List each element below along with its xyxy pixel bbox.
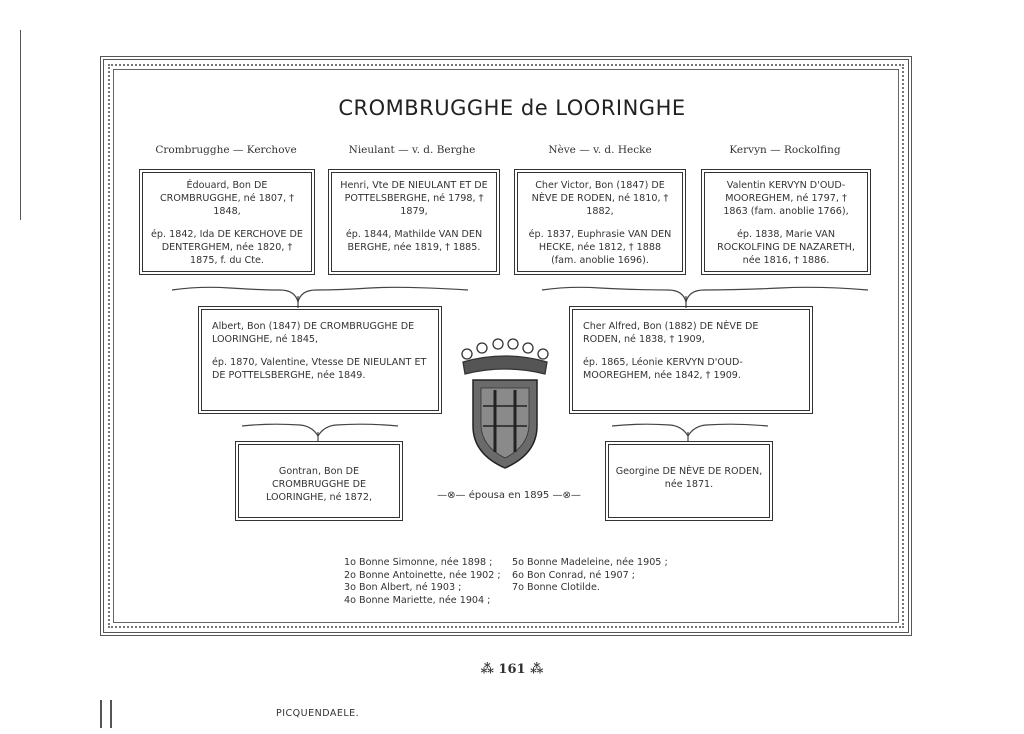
grandparents-box-1-para1: Édouard, Bon DE CROMBRUGGHE, né 1807, † 1848, [159,180,295,217]
child-1: 1o Bonne Simonne, née 1898 ; [344,557,493,568]
parents-right-para1: Cher Alfred, Bon (1882) DE NÈVE DE RODEN, né 1838, † 1909, [583,321,759,345]
grandparents-box-3-para2: ép. 1837, Euphrasie VAN DEN HECKE, née 1812, † 1888 (fam. anoblie 1696). [528,229,672,266]
grandparents-box-3-para1: Cher Victor, Bon (1847) DE NÈVE DE RODEN, né 1810, † 1882, [531,180,669,217]
child-2: 2o Bonne Antoinette, née 1902 ; [344,569,501,581]
grandparents-header-1: Crombrugghe — Kerchove [155,144,297,156]
parents-left-para1: Albert, Bon (1847) DE CROMBRUGGHE DE LOORINGHE, né 1845, [212,321,415,345]
wife-text: Georgine DE NÈVE DE RODEN, née 1871. [615,466,763,490]
left-ornament-icon: —⊗— [437,490,466,501]
grandparents-box-4-para1: Valentin KERVYN D'OUD-MOOREGHEM, né 1797, † 1863 (fam. anoblie 1766), [723,180,849,217]
children-list-right [512,557,668,595]
right-ornament-icon: —⊗— [552,490,581,501]
children-list-left [344,557,501,607]
grandparents-box-4-para2: ép. 1838, Marie VAN ROCKOLFING DE NAZARETH, née 1816, † 1886. [717,229,855,266]
married-label [434,490,584,501]
margin-ornament [100,700,112,728]
grandparents-header-3: Nève — v. d. Hecke [548,144,652,156]
brace-right-grandparents [540,282,870,308]
footer-text: PICQUENDAELE. [276,708,360,719]
grandparents-header-4: Kervyn — Rockolfing [729,144,841,156]
parents-left-para2: ép. 1870, Valentine, Vtesse DE NIEULANT ET DE POTTELSBERGHE, née 1849. [212,357,427,381]
child-5: 5o Bonne Madeleine, née 1905 ; [512,557,668,568]
grandparents-box-2-para2: ép. 1844, Mathilde VAN DEN BERGHE, née 1819, † 1885. [345,229,483,253]
grandparents-header-2: Nieulant — v. d. Berghe [348,144,476,156]
husband-box [238,444,400,518]
child-6: 6o Bon Conrad, né 1907 ; [512,569,635,581]
parents-box-right [572,309,810,411]
brace-left-parents [240,420,400,442]
coat-of-arms-icon [455,336,555,471]
page-number-left-ornament: ⁂ [480,662,499,677]
parents-box-left [201,309,439,411]
grandparents-box-2 [331,172,497,272]
grandparents-box-2-para1: Henri, Vte DE NIEULANT ET DE POTTELSBERGHE, né 1798, † 1879, [340,180,488,217]
child-7: 7o Bonne Clotilde. [512,582,600,593]
grandparents-box-4 [704,172,868,272]
page-number-value: 161 [498,662,526,677]
brace-left-grandparents [170,282,470,308]
grandparents-box-1-para2: ép. 1842, Ida DE KERCHOVE DE DENTERGHEM, née 1820, † 1875, f. du Cte. [151,229,303,266]
husband-text: Gontran, Bon DE CROMBRUGGHE DE LOORINGHE, né 1872, [265,466,373,503]
page-number [0,662,1024,677]
child-4: 4o Bonne Mariette, née 1904 ; [344,594,491,606]
page-title: CROMBRUGGHE de LOORINGHE [338,96,686,120]
wife-box [608,444,770,518]
married-text: épousa en 1895 [468,490,550,501]
margin-rule [20,30,21,220]
child-3: 3o Bon Albert, né 1903 ; [344,582,462,593]
parents-right-para2: ép. 1865, Léonie KERVYN D'OUD-MOOREGHEM, née 1842, † 1909. [583,357,743,381]
grandparents-box-1 [142,172,312,272]
page-number-right-ornament: ⁂ [525,662,544,677]
brace-right-parents [610,420,770,442]
grandparents-box-3 [517,172,683,272]
